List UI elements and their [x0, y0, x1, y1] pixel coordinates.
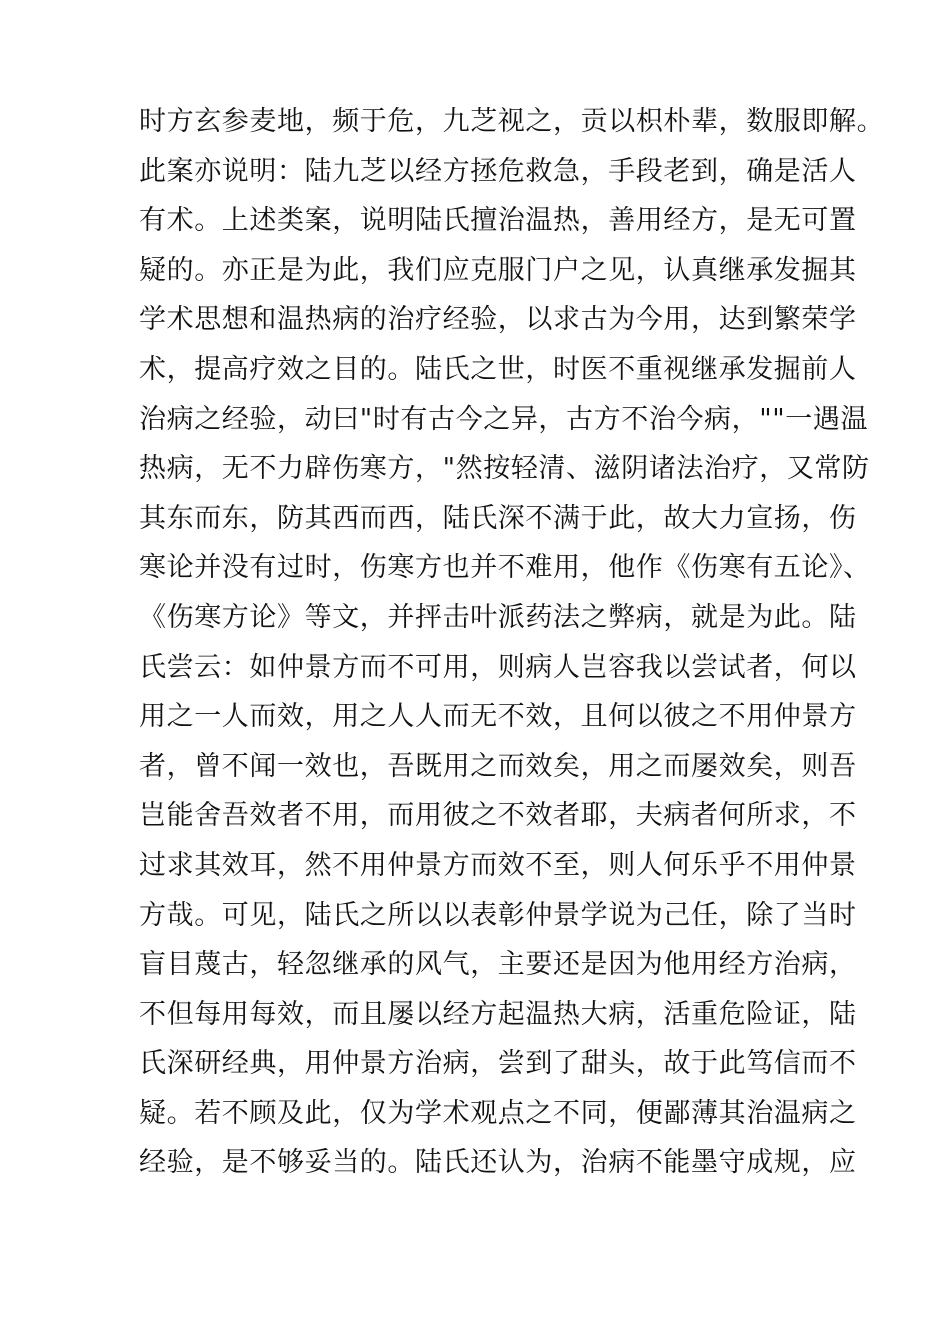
body-text — [139, 97, 885, 1188]
text-line: 其东而东，防其西而西，陆氏深不满于此，故大力宣扬，伤 — [139, 502, 857, 534]
text-line: 者，曾不闻一效也，吾既用之而效矣，用之而屡效矣，则吾 — [139, 750, 857, 782]
text-line: 氏尝云：如仲景方而不可用，则病人岂容我以尝试者，何以 — [139, 651, 857, 683]
text-line: 疑。若不顾及此，仅为学术观点之不同，便鄙薄其治温病之 — [139, 1097, 857, 1129]
text-line: 盲目蔑古，轻忽继承的风气，主要还是因为他用经方治病， — [139, 949, 857, 981]
text-line: 有术。上述类案，说明陆氏擅治温热，善用经方，是无可置 — [139, 205, 857, 237]
text-line: 热病，无不力辟伤寒方，"然按轻清、滋阴诸法治疗，又常防 — [139, 453, 870, 485]
text-line: 此案亦说明：陆九芝以经方拯危救急，手段老到，确是活人 — [139, 155, 857, 187]
text-line: 术，提高疗效之目的。陆氏之世，时医不重视继承发掘前人 — [139, 353, 857, 385]
text-line: 方哉。可见，陆氏之所以以表彰仲景学说为己任，除了当时 — [139, 899, 857, 931]
text-line: 时方玄参麦地，频于危，九芝视之，贡以枳朴辈，数服即解。 — [139, 106, 885, 137]
text-line: 不但每用每效，而且屡以经方起温热大病，活重危险证，陆 — [139, 998, 857, 1030]
text-line: 《伤寒方论》等文，并抨击叶派药法之弊病，就是为此。陆 — [139, 601, 857, 633]
text-line: 用之一人而效，用之人人而无不效，且何以彼之不用仲景方 — [139, 701, 857, 733]
text-line: 学术思想和温热病的治疗经验，以求古为今用，达到繁荣学 — [139, 304, 857, 336]
text-line: 氏深研经典，用仲景方治病，尝到了甜头，故于此笃信而不 — [139, 1048, 857, 1080]
text-line: 岂能舍吾效者不用，而用彼之不效者耶，夫病者何所求，不 — [139, 800, 857, 832]
text-line: 过求其效耳，然不用仲景方而效不至，则人何乐乎不用仲景 — [139, 849, 857, 881]
text-line: 寒论并没有过时，伤寒方也并不难用，他作《伤寒有五论》、 — [139, 552, 871, 584]
text-line: 治病之经验，动曰"时有古今之异，古方不治今病，""一遇温 — [139, 403, 869, 435]
text-line: 疑的。亦正是为此，我们应克服门户之见，认真继承发掘其 — [139, 254, 857, 286]
text-line: 经验，是不够妥当的。陆氏还认为，治病不能墨守成规，应 — [139, 1147, 857, 1179]
